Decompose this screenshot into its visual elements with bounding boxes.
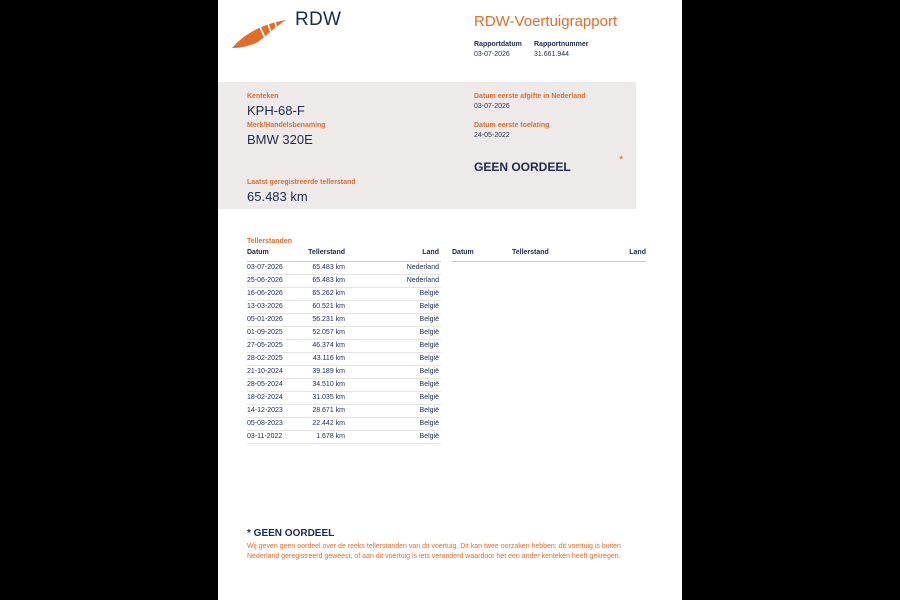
odometer-label: Laatst geregistreerde tellerstand: [247, 179, 356, 186]
row-reading: 65.483 km: [312, 264, 345, 271]
row-date: 28-02-2025: [247, 355, 283, 362]
row-country: België: [419, 433, 439, 440]
brand-label: Merk/Handelsbenaming: [247, 122, 326, 129]
table-row: [247, 418, 441, 431]
row-date: 16-06-2026: [247, 290, 283, 297]
report-title: RDW-Voertuigrapport: [474, 13, 618, 30]
row-date: 18-02-2024: [247, 394, 283, 401]
table-row: [247, 340, 441, 353]
row-reading: 28.671 km: [312, 407, 345, 414]
row-date: 03-07-2026: [247, 264, 283, 271]
row-date: 05-08-2023: [247, 420, 283, 427]
row-date: 25-06-2026: [247, 277, 283, 284]
report-page: [218, 0, 682, 600]
row-reading: 1.678 km: [316, 433, 345, 440]
brand-name: RDW: [295, 9, 342, 30]
odometer-section-title: Tellerstanden: [247, 238, 292, 245]
table-row: [247, 353, 441, 366]
report-date-value: 03-07-2026: [474, 51, 510, 58]
table-row: [247, 405, 441, 418]
row-reading: 60.521 km: [312, 303, 345, 310]
row-country: België: [419, 381, 439, 388]
footnote-text: Wij geven geen oordeel over de reeks tellerstanden van dit voertuig. Dit kan twee oorzaken hebben: dit voertuig is buiten Nederland geregistreerd geweest, of aan dit voertuig is iets veranderd waardoor het een ander kenteken heeft gekregen.: [247, 543, 621, 560]
plate-value: KPH-68-F: [247, 103, 305, 118]
odometer-value: 65.483 km: [247, 189, 308, 204]
first-nl-field: [474, 93, 586, 110]
first-admission-label: Datum eerste toelating: [474, 122, 550, 129]
report-date: [474, 41, 522, 58]
row-country: België: [419, 394, 439, 401]
footnote-title: * GEEN OORDEEL: [247, 528, 335, 539]
table-row: [247, 366, 441, 379]
row-country: Nederland: [406, 277, 439, 284]
vehicle-summary-panel: [218, 82, 636, 209]
plate-field: [247, 93, 305, 118]
header-country: Land: [422, 249, 439, 256]
first-nl-label: Datum eerste afgifte in Nederland: [474, 93, 586, 100]
table-row: [247, 314, 441, 327]
verdict-text: GEEN OORDEEL: [474, 160, 571, 174]
row-country: België: [419, 329, 439, 336]
row-country: België: [419, 420, 439, 427]
header-reading: Tellerstand: [512, 249, 549, 256]
row-date: 01-09-2025: [247, 329, 283, 336]
row-country: Nederland: [406, 264, 439, 271]
row-country: België: [419, 355, 439, 362]
rdw-swoosh-logo: [230, 18, 288, 52]
first-admission-field: [474, 122, 549, 139]
table-row: [247, 301, 441, 314]
row-date: 14-12-2023: [247, 407, 283, 414]
first-nl-value: 03-07-2026: [474, 103, 510, 110]
row-reading: 65.262 km: [312, 290, 345, 297]
brand-value: BMW 320E: [247, 132, 313, 147]
table-row: [247, 288, 441, 301]
table-header: [247, 249, 441, 262]
brand-field: [247, 122, 326, 147]
row-date: 28-05-2024: [247, 381, 283, 388]
row-date: 13-03-2026: [247, 303, 283, 310]
row-date: 21-10-2024: [247, 368, 283, 375]
table-row: [247, 275, 441, 288]
report-number-value: 31.661.944: [534, 51, 570, 58]
row-country: België: [419, 368, 439, 375]
row-reading: 39.189 km: [312, 368, 345, 375]
row-reading: 56.231 km: [312, 316, 345, 323]
header-reading: Tellerstand: [308, 249, 345, 256]
table-row: [247, 327, 441, 340]
row-reading: 22.442 km: [312, 420, 345, 427]
plate-label: Kenteken: [247, 93, 279, 100]
table-row: [247, 262, 441, 275]
row-reading: 43.116 km: [312, 355, 345, 362]
odometer-table-right: [452, 249, 646, 262]
row-country: België: [419, 303, 439, 310]
report-number: [534, 41, 588, 58]
header-date: Datum: [247, 249, 269, 256]
header-date: Datum: [452, 249, 474, 256]
odometer-table-left: [247, 249, 441, 444]
table-row: [247, 431, 441, 444]
row-reading: 52.057 km: [312, 329, 345, 336]
table-body: [247, 262, 441, 444]
odometer-field: [247, 179, 356, 204]
row-country: België: [419, 290, 439, 297]
row-reading: 31.035 km: [312, 394, 345, 401]
row-date: 03-11-2022: [247, 433, 283, 440]
report-date-label: Rapportdatum: [474, 41, 522, 48]
table-row: [247, 379, 441, 392]
first-admission-value: 24-05-2022: [474, 132, 510, 139]
table-header: [452, 249, 646, 262]
verdict-asterisk: *: [619, 154, 624, 166]
row-reading: 46.374 km: [312, 342, 345, 349]
report-number-label: Rapportnummer: [534, 41, 589, 48]
header-country: Land: [629, 249, 646, 256]
row-reading: 65.483 km: [312, 277, 345, 284]
table-row: [247, 392, 441, 405]
row-date: 05-01-2026: [247, 316, 283, 323]
row-date: 27-05-2025: [247, 342, 283, 349]
row-country: België: [419, 316, 439, 323]
row-country: België: [419, 407, 439, 414]
row-country: België: [419, 342, 439, 349]
row-reading: 34.510 km: [312, 381, 345, 388]
